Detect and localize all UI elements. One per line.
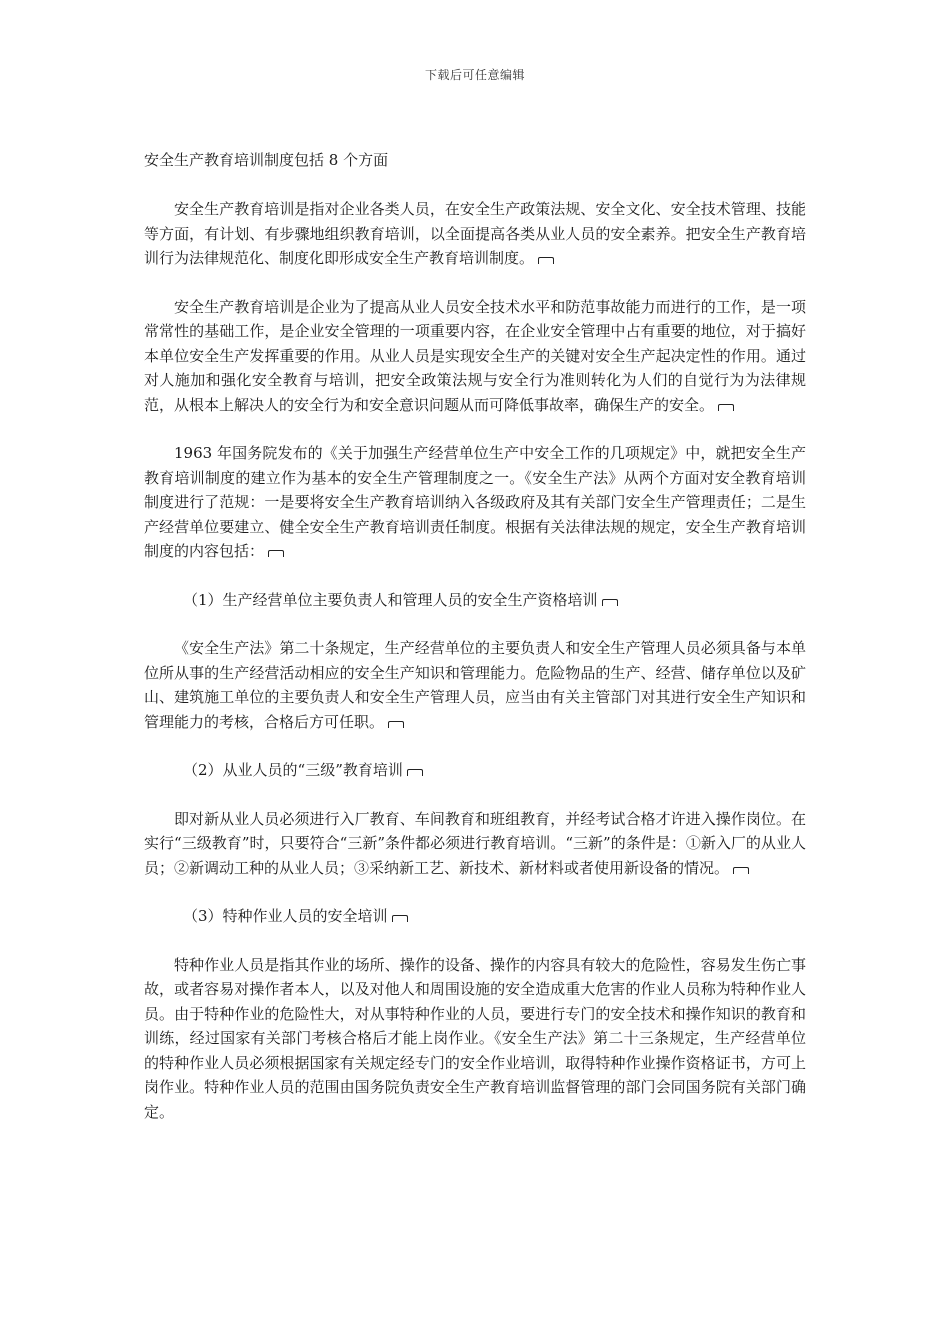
paragraph-three-level — [144, 807, 806, 881]
paragraph-mark-icon — [388, 721, 404, 728]
section-heading-2 — [144, 758, 806, 783]
paragraph-text: 即对新从业人员必须进行入厂教育、车间教育和班组教育，并经考试合格才许进入操作岗位。在实行“三级教育”时，只要符合“三新”条件都必须进行教育培训。“三新”的条件是：①新入厂的从业人员；②新调动工种的从业人员；③采纳新工艺、新技术、新材料或者使用新设备的情况。 — [144, 809, 806, 877]
paragraph-text: 《安全生产法》第二十条规定，生产经营单位的主要负责人和安全生产管理人员必须具备与本单位所从事的生产经营活动相应的安全生产知识和管理能力。危险物品的生产、经营、储存单位以及矿山、建筑施工单位的主要负责人和安全生产管理人员，应当由有关主管部门对其进行安全生产知识和管理能力的考核，合格后方可任职。 — [144, 639, 806, 731]
paragraph-mark-icon — [392, 915, 408, 922]
page-header-note: 下载后可任意编辑 — [424, 68, 525, 82]
document-title: 安全生产教育培训制度包括 8 个方面 — [144, 151, 389, 169]
paragraph-special-operations — [144, 953, 806, 1125]
paragraph-mark-icon — [733, 867, 749, 874]
paragraph-importance — [144, 295, 806, 418]
paragraph-mark-icon — [718, 404, 734, 411]
section-heading-1 — [144, 588, 806, 613]
paragraph-mark-icon — [602, 599, 618, 606]
paragraph-definition — [144, 197, 806, 271]
paragraph-mark-icon — [538, 257, 554, 264]
paragraph-history — [144, 441, 806, 564]
paragraph-mark-icon — [268, 550, 284, 557]
paragraph-text: 安全生产教育培训是企业为了提高从业人员安全技术水平和防范事故能力而进行的工作，是一项常常性的基础工作，是企业安全管理的一项重要内容，在企业安全管理中占有重要的地位，对于搞好本单位安全生产发挥重要的作用。从业人员是实现安全生产的关键对安全生产起决定性的作用。通过对人施加和强化安全教育与培训，把安全政策法规与安全行为准则转化为人们的自觉行为为法律规范，从根本上解决人的安全行为和安全意识问题从而可降低事故率，确保生产的安全。 — [144, 297, 806, 414]
paragraph-mark-icon — [407, 769, 423, 776]
section-heading-text: （1）生产经营单位主要负责人和管理人员的安全生产资格培训 — [183, 590, 598, 609]
paragraph-text: 特种作业人员是指其作业的场所、操作的设备、操作的内容具有较大的危险性，容易发生伤亡事故，或者容易对操作者本人，以及对他人和周围设施的安全造成重大危害的作业人员称为特种作业人员。由于特种作业的危险性大，对从事特种作业的人员，要进行专门的安全技术和操作知识的教育和训练，经过国家有关部门考核合格后才能上岗作业。《安全生产法》第二十三条规定，生产经营单位的特种作业人员必须根据国家有关规定经专门的安全作业培训，取得特种作业操作资格证书，方可上岗作业。特种作业人员的范围由国务院负责安全生产教育培训监督管理的部门会同国务院有关部门确定。 — [144, 955, 806, 1121]
paragraph-text: 安全生产教育培训是指对企业各类人员，在安全生产政策法规、安全文化、安全技术管理、技能等方面，有计划、有步骤地组织教育培训，以全面提高各类从业人员的安全素养。把安全生产教育培训行为法律规范化、制度化即形成安全生产教育培训制度。 — [144, 200, 806, 267]
section-heading-3 — [144, 904, 806, 929]
section-heading-text: （2）从业人员的“三级”教育培训 — [183, 761, 403, 779]
paragraph-article-20 — [144, 636, 806, 734]
section-heading-text: （3）特种作业人员的安全培训 — [183, 907, 388, 925]
document-body — [144, 197, 806, 1148]
paragraph-text: 1963 年国务院发布的《关于加强生产经营单位生产中安全工作的几项规定》中，就把安全生产教育培训制度的建立作为基本的安全生产管理制度之一。《安全生产法》从两个方面对安全教育培训制度进行了范规：一是要将安全生产教育培训纳入各级政府及其有关部门安全生产管理责任；二是生产经营单位要建立、健全安全生产教育培训责任制度。根据有关法律法规的规定，安全生产教育培训制度的内容包括： — [144, 444, 806, 560]
